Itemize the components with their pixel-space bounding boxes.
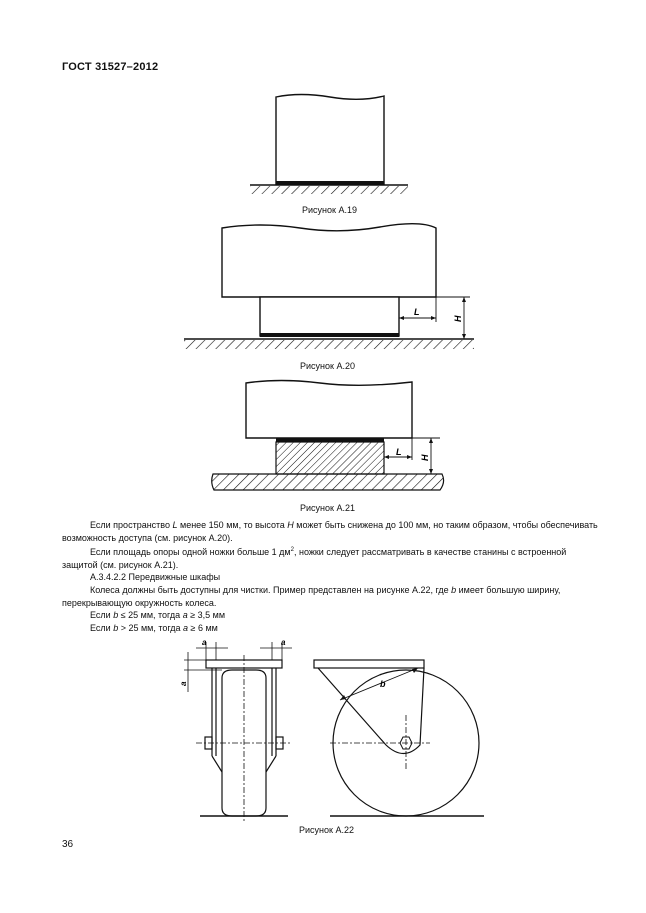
- paragraph-support-area: Если площадь опоры одной ножки больше 1 $дм^2$, ножки следует рассматривать в качестве станины с встроенной защитой (см. рисунок А.21).: [62, 547, 567, 570]
- document-header: ГОСТ 31527–2012: [62, 61, 159, 73]
- a22-label-a-left: a: [202, 638, 207, 647]
- a20-label-l: L: [414, 307, 420, 317]
- figure-a22-side-view: [314, 660, 484, 816]
- section-heading-mobile-cabinets: А.3.4.2.2 Передвижные шкафы: [90, 572, 221, 583]
- paragraph-wheels: Колеса должны быть доступны для чистки. Пример представлен на рисунке А.22, где b имеет большую ширину, перекрывающую окружность колеса.: [62, 584, 561, 608]
- caption-figure-a19: Рисунок А.19: [302, 205, 357, 215]
- a20-label-h: H: [453, 315, 463, 322]
- condition-small-b: Если b ≤ 25 мм, тогда a ≥ 3,5 мм: [90, 610, 226, 621]
- a21-label-l: L: [396, 447, 402, 457]
- figure-a20-drawing: [184, 224, 474, 349]
- a22-label-a-right: a: [281, 638, 286, 647]
- a21-label-h: H: [420, 454, 430, 461]
- caption-figure-a21: Рисунок А.21: [300, 503, 355, 513]
- page-number: 36: [62, 839, 74, 850]
- figure-a21-drawing: [212, 381, 444, 491]
- a22-label-b: b: [380, 679, 386, 689]
- caption-figure-a22: Рисунок А.22: [299, 825, 354, 835]
- figure-a19-drawing: [250, 95, 408, 195]
- caption-figure-a20: Рисунок А.20: [300, 361, 355, 371]
- paragraph-space-requirement: Если пространство L менее 150 мм, то высота H может быть снижена до 100 мм, но таким образом, чтобы обеспечивать возможность доступа (см. рисунок А.20).: [62, 520, 598, 543]
- figure-a22-front-view: [184, 642, 292, 822]
- a22-label-a-vertical: a: [179, 681, 188, 686]
- body-text: [62, 519, 598, 634]
- condition-large-b: Если b > 25 мм, тогда a ≥ 6 мм: [90, 622, 218, 633]
